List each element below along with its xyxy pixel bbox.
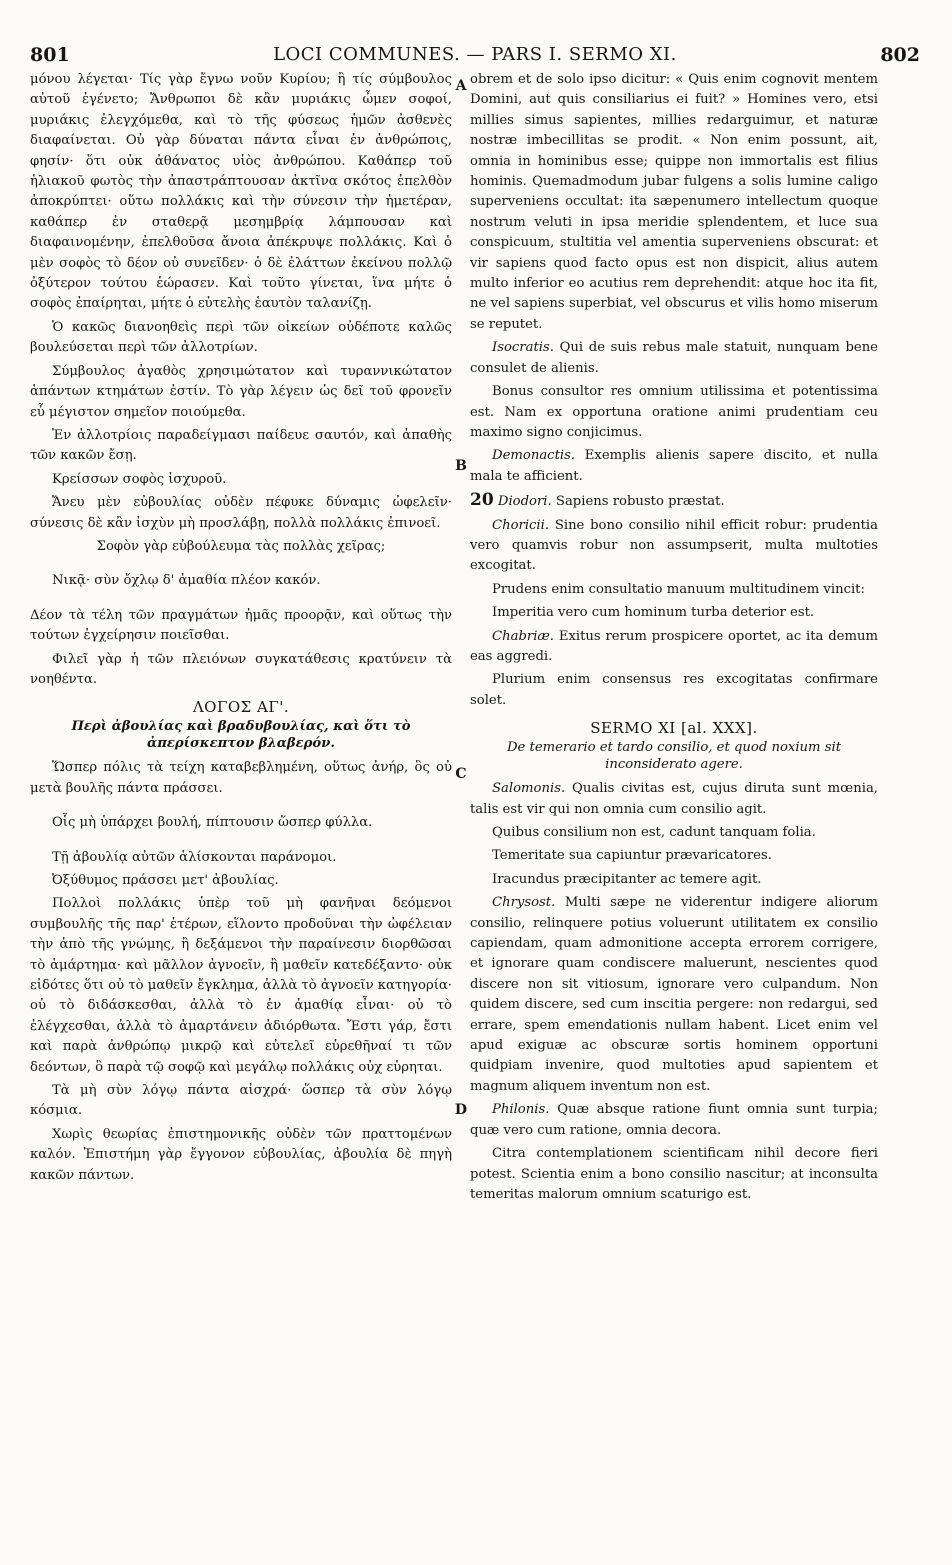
latin-paragraph: Imperitia vero cum hominum turba deterior est. [492,605,815,621]
latin-paragraph [470,490,878,512]
greek-paragraph: Δέον τὰ τέλη τῶν πραγμάτων ἡμᾶς προορᾷν, καὶ οὕτως τὴν τούτων ἐγχείρησιν ποιεῖσθαι. [30,607,452,644]
latin-section-subtitle: De temerario et tardo consilio, et quod noxium sit inconsiderato agere. [506,740,842,773]
greek-paragraph: Τὰ μὴ σὺν λόγῳ πάντα αἰσχρά· ὥσπερ τὰ σὺν λόγῳ κόσμια. [30,1083,452,1119]
greek-paragraph: Σύμβουλος ἀγαθὸς χρησιμώτατον καὶ τυραννικώτατον ἁπάντων κτημάτων ἐστίν. Τὸ γὰρ λέγειν ὡς δεῖ τοῦ φρονεῖν εὖ μέγιστον σημεῖον ποιούμεθα. [30,363,452,420]
greek-paragraph: Ὁ κακῶς διανοηθεὶς περὶ τῶν οἰκείων οὐδέποτε καλῶς βουλεύσεται περὶ τῶν ἀλλοτρίων. [30,319,452,356]
greek-paragraph: Οἷς μὴ ὑπάρχει βουλή, πίπτουσιν ὥσπερ φύλλα. [52,815,373,831]
latin-text: Sapiens robusto præstat. [555,494,725,510]
margin-letter-c: C [455,766,467,782]
latin-paragraph: Plurium enim consensus res excogitatas confirmare solet. [470,672,878,708]
latin-paragraph [470,627,878,668]
greek-paragraph: μόνου λέγεται· Τίς γὰρ ἔγνω νοῦν Κυρίου; ἢ τίς σύμβουλος αὐτοῦ ἐγένετο; Ἄνθρωποι δὲ κἂν μυριάκις ὦμεν σοφοί, μυριάκις ἐλεγχόμεθα, καὶ τὸ τῆς φύσεως ἡμῶν ἀσθενὲς διαφαίνεται. Οὐ γὰρ δύναται πάντα εἶναι ἐν ἀνθρώποις, φησίν· ὅτι οὐκ ἀθάνατος υἱὸς ἀνθρώπου. Καθάπερ τοῦ ἡλιακοῦ φωτὸς τὴν ἀπαστράπτουσαν ἀκτῖνα σκότος ἐπελθὸν ἀποκρύπτει· οὕτω πολλάκις καὶ τὴν σύνεσιν τὴν ἡμετέραν, καθάπερ ἐν σταθερᾷ μεσημβρίᾳ λάμπουσαν καὶ διαφαινομένην, ἐπελθοῦσα ἄνοια ἀπέκρυψε πολλάκις. Καὶ ὁ μὲν σοφὸς τὸ δέον οὐ συνεῖδεν· ὁ δὲ ἐλάττων ἐκείνου πολλῷ ὀξύτερον τούτου ἑώρασεν. Καὶ τοῦτο γίνεται, ἵνα μήτε ὁ σοφὸς ἐπαίρηται, μήτε ὁ εὐτελὴς ἑαυτὸν ταλανίζῃ. [30,72,452,312]
right-page-number: 802 [880,44,920,66]
latin-paragraph: obrem et de solo ipso dicitur: « Quis enim cognovit mentem Domini, aut quis consiliarius ei fuit? » Homines vero, etsi millies simus sapientes, millies redarguimur, et naturæ nostræ imbecillitas se prodit. « Non enim possunt, ait, omnia in hominibus esse; quippe non immortalis est filius hominis. Quemadmodum jubar fulgens a solis lumine caligo superveniens occultat: ita sæpenumero intellectum quoque nostrum veluti in ipsa meridie splendentem, et luce sua conspicuum, stultitia vel amentia superveniens obscurat: et vir sapiens quod facto opus est non dispicit, alius autem multo inferior eo acutius rem deprehendit: atque hoc ita fit, ne vel sapiens superbiat, vel obscurus et vilis homo miserum se reputet. [470,72,878,332]
greek-section-title: ΛΟΓΟΣ ΑΓ'. [192,698,290,717]
latin-paragraph [470,338,878,379]
greek-paragraph: Ἐν ἀλλοτρίοις παραδείγμασι παίδευε σαυτόν, καὶ ἀπαθὴς τῶν κακῶν ἔσῃ. [30,427,452,464]
latin-text: Exitus rerum prospicere oportet, ac ita demum eas aggredi. [470,628,878,664]
latin-paragraph [470,893,878,1097]
latin-text: Qualis civitas est, cujus diruta sunt mœnia, talis est vir qui non omnia cum consilio agit. [470,781,878,817]
latin-paragraph: Iracundus præcipitanter ac temere agit. [492,871,762,887]
greek-paragraph: Τῇ ἀβουλίᾳ αὐτῶν ἁλίσκονται παράνομοι. [52,849,337,865]
margin-letter-b: B [455,458,467,474]
left-page-number: 801 [30,44,70,66]
greek-paragraph: Φιλεῖ γὰρ ἡ τῶν πλειόνων συγκατάθεσις κρατύνειν τὰ νοηθέντα. [30,651,452,687]
author-attribution: Philonis. [492,1102,550,1118]
greek-paragraph: Πολλοὶ πολλάκις ὑπὲρ τοῦ μὴ φανῆναι δεόμενοι συμβουλῆς τῆς παρ' ἑτέρων, εἵλοντο προδοῦναι τὴν ὠφέλειαν τὴν ἀπὸ τῆς γνώμης, ἢ δεξάμενοι τὴν παραίνεσιν διορθῶσαι τὸ ἁμάρτημα· καὶ μᾶλλον ἀγνοεῖν, ἢ μαθεῖν κατεδέξαντο· οὐκ εἰδότες ὅτι οὐ τὸ μαθεῖν ἔγκλημα, ἀλλὰ τὸ ἀγνοεῖν κατηγορία· οὐ τὸ διδάσκεσθαι, ἀλλὰ τὸ ἐν ἀμαθίᾳ εἶναι· οὐ τὸ ἐλέγχεσθαι, ἀλλὰ τὸ ἁμαρτάνειν ἀδιόρθωτα. Ἔστι γάρ, ἔστι καὶ παρὰ ἀνθρώπῳ μικρῷ καὶ εὐτελεῖ εὑρεθῆναί τι τῶν δεόντων, ὃ παρὰ τῷ σοφῷ καὶ μεγάλῳ πολλάκις οὐχ εὑρηται. [30,896,452,1075]
greek-column [30,70,452,1189]
greek-verse: Σοφὸν γὰρ εὐβούλευμα τὰς πολλὰς χεῖρας; [96,538,386,554]
greek-paragraph: Ὥσπερ πόλις τὰ τείχη καταβεβλημένη, οὕτως ἀνήρ, ὃς οὐ μετὰ βουλῆς πάντα πράσσει. [30,760,452,796]
greek-paragraph: Ἄνευ μὲν εὐβουλίας οὐδὲν πέφυκε δύναμις ὠφελεῖν· σύνεσις δὲ κἂν ἰσχὺν μὴ προσλάβῃ, πολλὰ πολλάκις ἐπινοεῖ. [30,495,452,531]
latin-paragraph [470,516,878,577]
greek-paragraph: Κρείσσων σοφὸς ἰσχυροῦ. [52,471,227,487]
greek-paragraph: Ὀξύθυμος πράσσει μετ' ἀβουλίας. [52,873,279,888]
latin-paragraph [470,446,878,487]
author-attribution: Salomonis. [492,781,566,797]
latin-column [470,70,878,1208]
latin-text: Qui de suis rebus male statuit, nunquam bene consulet de alienis. [470,340,878,376]
latin-text: Multi sæpe ne viderentur indigere aliorum consilio, relinquere potius voluerunt utilitatem ex consilio capiendam, quam admonitione accepta errorem corrigere, et ignorare quam condiscere maluerunt, nescientes quod discere non sit vitiosum, ignorare vero culpandum. Non quidem discere, sed cum inscitia pergere: non redargui, sed errare, spem emendationis nullam habent. Licet enim vel apud exiguæ ac obscuræ sortis hominem opportuni quidpiam invenire, quod multoties apud sapientem et magnum aliquem inventum non est. [470,895,878,1094]
margin-letter-d: D [454,1102,468,1118]
latin-section-title: SERMO XI [al. XXX]. [590,719,758,738]
latin-paragraph: Temeritate sua capiuntur prævaricatores. [492,848,772,864]
latin-text: Quæ absque ratione fiunt omnia sunt turpia; quæ vero cum ratione, omnia decora. [470,1102,878,1138]
running-title: LOCI COMMUNES. — PARS I. SERMO XI. [273,44,677,65]
author-attribution: Choricii. [492,517,550,533]
margin-letter-a: A [455,78,467,94]
line-number: 20 [470,490,494,511]
author-attribution: Diodori. [497,494,552,510]
latin-paragraph [470,779,878,820]
running-header [30,44,920,70]
author-attribution: Chrysost. [492,895,556,911]
author-attribution: Isocratis. [492,340,554,356]
greek-paragraph: Χωρὶς θεωρίας ἐπιστημονικῆς οὐδὲν τῶν πραττομένων καλόν. Ἐπιστήμη γὰρ ἔγγονον εὐβουλίας, ἀβουλία δὲ πηγὴ κακῶν πάντων. [30,1126,452,1183]
latin-paragraph [470,1100,878,1141]
author-attribution: Demonactis. [492,448,576,464]
greek-verse: Νικᾷ· σὺν ὄχλῳ δ' ἀμαθία πλέον κακόν. [52,573,321,589]
greek-section-subtitle: Περὶ ἀβουλίας καὶ βραδυβουλίας, καὶ ὅτι τὸ ἀπερίσκεπτον βλαβερόν. [71,719,411,752]
latin-paragraph: Prudens enim consultatio manuum multitudinem vincit: [492,581,865,597]
latin-text: Sine bono consilio nihil efficit robur: prudentia vero quamvis robur non assumpserit, multa multoties excogitat. [470,517,878,574]
latin-paragraph: Bonus consultor res omnium utilissima et potentissima est. Nam ex opportuna oratione animi prudentiam ceu maximo signo conjicimus. [470,384,878,440]
latin-text: Exemplis alienis sapere discito, et nulla mala te afficient. [470,448,878,484]
author-attribution: Chabriæ. [492,628,554,644]
latin-paragraph: Quibus consilium non est, cadunt tanquam folia. [492,825,816,840]
latin-paragraph: Citra contemplationem scientificam nihil decore fieri potest. Scientia enim a bono consilio nascitur; at inconsulta temeritas malorum omnium scaturigo est. [470,1146,878,1202]
